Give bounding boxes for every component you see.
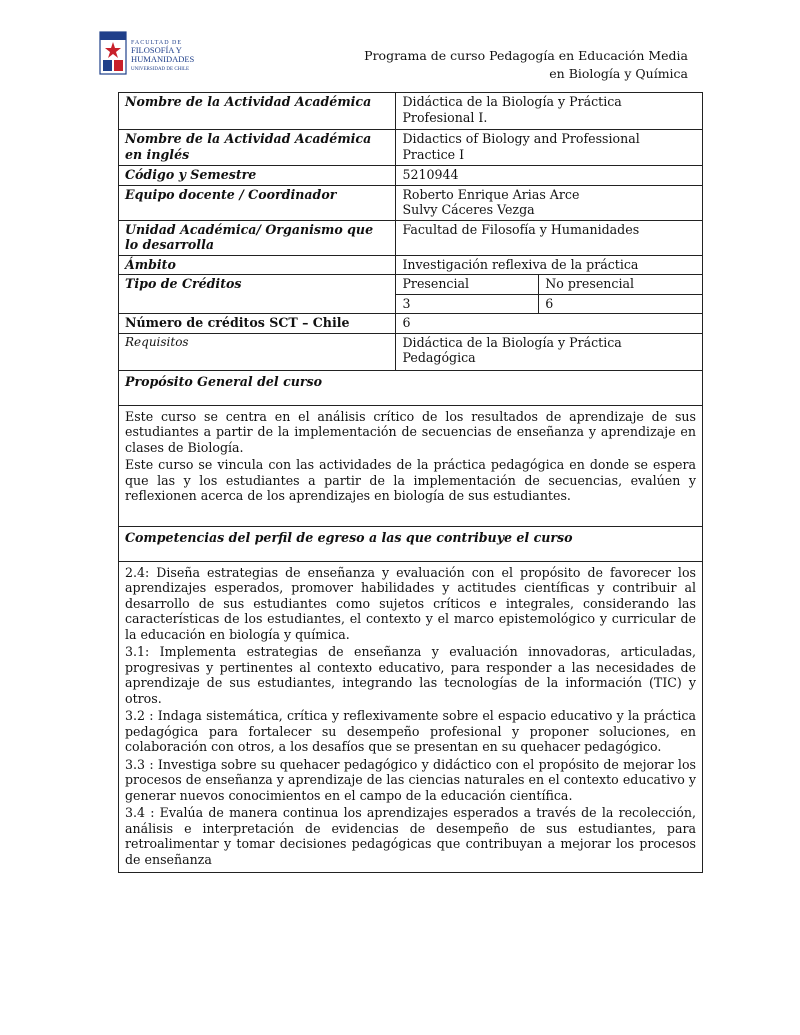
value-equipo — [396, 185, 703, 220]
value-sct: 6 — [396, 314, 703, 334]
logo-text-2: FILOSOFÍA Y — [131, 45, 182, 55]
logo-text-1: FACULTAD DE — [131, 40, 183, 46]
tipo-no-presencial-label: No presencial — [539, 275, 703, 295]
faculty-logo — [98, 30, 198, 78]
row-equipo — [119, 185, 703, 220]
label-nombre-en: Nombre de la Actividad Académica en inglés — [119, 130, 396, 166]
value-nombre-en: Didactics of Biology and Professional Practice I — [396, 130, 703, 166]
tipo-no-presencial-value: 6 — [539, 294, 703, 314]
proposito-paragraph-2: Este curso se vincula con las actividades de la práctica pedagógica en donde se espera que las y los estudiantes a partir de la implementación de secuencias, evalúen y reflexionen acerca de los aprendizajes en biología de sus estudiantes. — [125, 457, 696, 503]
row-nombre — [119, 93, 703, 130]
header-line-2: en Biología y Química — [549, 66, 688, 81]
label-unidad: Unidad Académica/ Organismo que lo desarrolla — [119, 220, 396, 255]
row-tipo-header — [119, 275, 703, 295]
competencia-item: 3.2 : Indaga sistemática, crítica y reflexivamente sobre el espacio educativo y la práctica pedagógica para fortalecer su desempeño profesional y proponer soluciones, en colaboración con otros, a los desafíos que se presentan en su quehacer pedagógico. — [125, 708, 696, 754]
logo-text-3: HUMANIDADES — [131, 54, 195, 64]
tipo-presencial-value: 3 — [396, 294, 539, 314]
row-sct — [119, 314, 703, 334]
tipo-presencial-label: Presencial — [396, 275, 539, 295]
competencia-item: 3.4 : Evalúa de manera continua los aprendizajes esperados a través de la recolección, análisis e interpretación de evidencias de desempeño de sus estudiantes, para retroalimentar y tomar decisiones pedagógicas que contribuyan a mejorar los procesos de enseñanza — [125, 805, 696, 867]
course-program-table — [118, 92, 703, 873]
competencia-item: 2.4: Diseña estrategias de enseñanza y evaluación con el propósito de favorecer los aprendizajes esperados, promover habilidades y actitudes científicas y contribuir al desarrollo de sus estudiantes como sujetos críticos e integrales, considerando las características de los estudiantes, el contexto y el marco epistemológico y curricular de la educación en biología y química. — [125, 564, 696, 642]
row-competencias-heading — [119, 526, 703, 561]
proposito-paragraph-1: Este curso se centra en el análisis crítico de los resultados de aprendizaje de sus estudiantes a partir de la implementación de secuencias de enseñanza y aprendizaje en clases de Biología. — [125, 408, 696, 455]
value-codigo: 5210944 — [396, 166, 703, 186]
logo-text-4: UNIVERSIDAD DE CHILE — [131, 67, 190, 72]
label-requisitos: Requisitos — [119, 333, 396, 370]
competencia-item: 3.1: Implementa estrategias de enseñanza y evaluación innovadoras, articuladas, progresivas y pertinentes al contexto educativo, para responder a las necesidades de aprendizaje de sus estudiantes, integrando las tecnologías de la información (TIC) y otros. — [125, 644, 696, 706]
university-seal-icon — [98, 30, 198, 78]
label-sct: Número de créditos SCT – Chile — [119, 314, 396, 334]
competencia-item: 3.3 : Investiga sobre su quehacer pedagógico y didáctico con el propósito de mejorar los procesos de enseñanza y aprendizaje de las ciencias naturales en el contexto educativo y generar nuevos conocimientos en el campo de la educación científica. — [125, 756, 696, 803]
label-ambito: Ámbito — [119, 255, 396, 275]
proposito-body — [119, 405, 703, 526]
row-proposito-heading — [119, 370, 703, 405]
row-proposito-body — [119, 405, 703, 526]
row-ambito — [119, 255, 703, 275]
row-codigo — [119, 166, 703, 186]
row-requisitos — [119, 333, 703, 370]
row-unidad — [119, 220, 703, 255]
competencias-heading: Competencias del perfil de egreso a las que contribuye el curso — [119, 526, 703, 561]
row-nombre-en — [119, 130, 703, 166]
value-nombre: Didáctica de la Biología y Práctica Profesional I. — [396, 93, 703, 130]
label-tipo: Tipo de Créditos — [119, 275, 396, 314]
docente-2: Sulvy Cáceres Vezga — [402, 202, 535, 217]
label-codigo: Código y Semestre — [119, 166, 396, 186]
header-line-1: Programa de curso Pedagogía en Educación Media — [364, 48, 688, 63]
label-equipo: Equipo docente / Coordinador — [119, 185, 396, 220]
value-ambito: Investigación reflexiva de la práctica — [396, 255, 703, 275]
document-header — [364, 47, 688, 83]
value-unidad: Facultad de Filosofía y Humanidades — [396, 220, 703, 255]
value-requisitos: Didáctica de la Biología y Práctica Pedagógica — [396, 333, 703, 370]
row-competencias-body — [119, 561, 703, 873]
competencias-body — [119, 561, 703, 873]
docente-1: Roberto Enrique Arias Arce — [402, 186, 580, 202]
label-nombre: Nombre de la Actividad Académica — [119, 93, 396, 130]
proposito-heading: Propósito General del curso — [119, 370, 703, 405]
